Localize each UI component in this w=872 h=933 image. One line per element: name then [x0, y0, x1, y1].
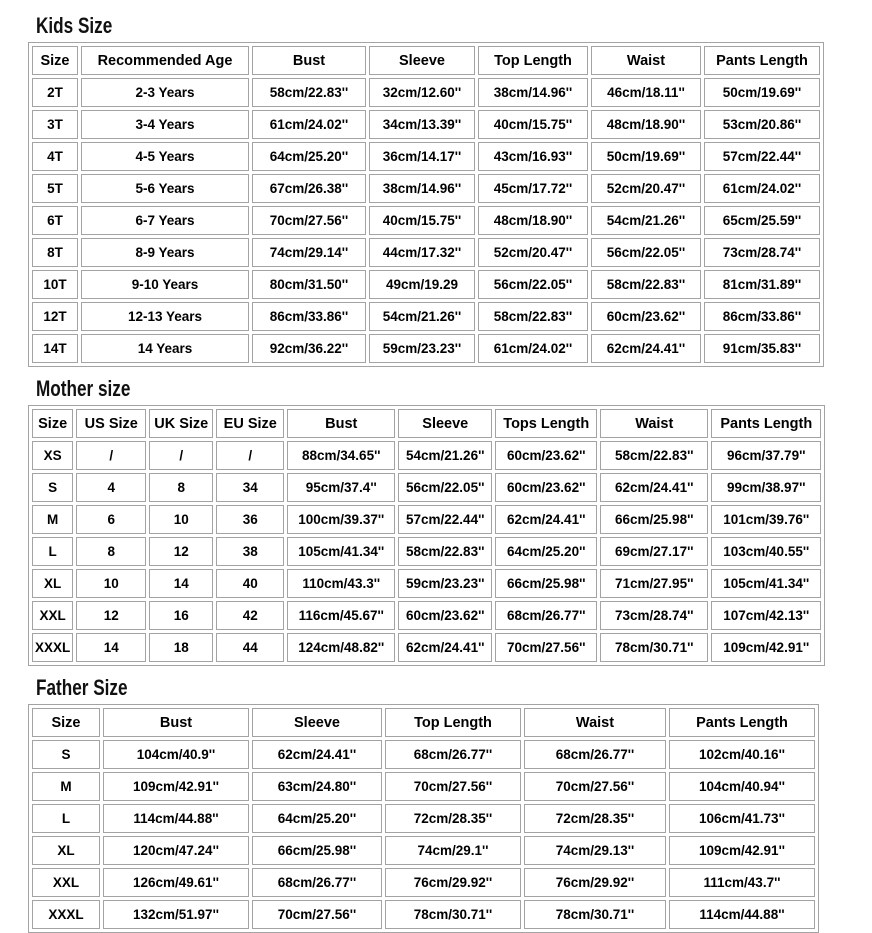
column-header: Top Length: [385, 708, 521, 737]
table-row: [32, 868, 815, 897]
table-cell: 103cm/40.55'': [711, 537, 821, 566]
column-header: UK Size: [149, 409, 213, 438]
table-cell: 66cm/25.98'': [252, 836, 382, 865]
table-cell: 56cm/22.05'': [478, 270, 588, 299]
column-header: Waist: [524, 708, 666, 737]
table-cell: XXL: [32, 601, 73, 630]
table-cell: 70cm/27.56'': [252, 900, 382, 929]
table-cell: 114cm/44.88'': [103, 804, 249, 833]
header-row: [32, 708, 815, 737]
table-cell: 10: [76, 569, 146, 598]
table-cell: 14 Years: [81, 334, 249, 363]
table-row: [32, 633, 821, 662]
table-row: [32, 836, 815, 865]
table-cell: 114cm/44.88'': [669, 900, 815, 929]
table-cell: 48cm/18.90'': [478, 206, 588, 235]
table-cell: 6-7 Years: [81, 206, 249, 235]
table-cell: 70cm/27.56'': [385, 772, 521, 801]
table-cell: 70cm/27.56'': [495, 633, 597, 662]
table-cell: 5-6 Years: [81, 174, 249, 203]
table-row: [32, 601, 821, 630]
table-cell: 58cm/22.83'': [252, 78, 366, 107]
table-row: [32, 569, 821, 598]
table-cell: 107cm/42.13'': [711, 601, 821, 630]
table-row: [32, 900, 815, 929]
kids-size-section: [28, 14, 872, 367]
column-header: Pants Length: [669, 708, 815, 737]
column-header: Recommended Age: [81, 46, 249, 75]
table-cell: 43cm/16.93'': [478, 142, 588, 171]
table-cell: 5T: [32, 174, 78, 203]
column-header: Bust: [103, 708, 249, 737]
table-cell: 78cm/30.71'': [600, 633, 708, 662]
table-row: [32, 473, 821, 502]
table-cell: 69cm/27.17'': [600, 537, 708, 566]
column-header: Tops Length: [495, 409, 597, 438]
table-cell: 64cm/25.20'': [252, 804, 382, 833]
table-cell: 48cm/18.90'': [591, 110, 701, 139]
table-cell: 52cm/20.47'': [478, 238, 588, 267]
table-cell: 124cm/48.82'': [287, 633, 395, 662]
table-cell: 40cm/15.75'': [478, 110, 588, 139]
table-cell: 66cm/25.98'': [495, 569, 597, 598]
table-cell: 54cm/21.26'': [591, 206, 701, 235]
table-cell: 38cm/14.96'': [369, 174, 475, 203]
column-header: Sleeve: [252, 708, 382, 737]
table-cell: 8-9 Years: [81, 238, 249, 267]
table-cell: 76cm/29.92'': [524, 868, 666, 897]
table-cell: 18: [149, 633, 213, 662]
table-cell: 105cm/41.34'': [287, 537, 395, 566]
table-cell: XL: [32, 836, 100, 865]
table-cell: 10T: [32, 270, 78, 299]
table-cell: 50cm/19.69'': [591, 142, 701, 171]
table-cell: 32cm/12.60'': [369, 78, 475, 107]
column-header: US Size: [76, 409, 146, 438]
table-cell: 62cm/24.41'': [495, 505, 597, 534]
table-cell: 88cm/34.65'': [287, 441, 395, 470]
table-cell: 4-5 Years: [81, 142, 249, 171]
table-cell: 62cm/24.41'': [252, 740, 382, 769]
table-cell: 44: [216, 633, 284, 662]
table-cell: 86cm/33.86'': [704, 302, 820, 331]
table-cell: 73cm/28.74'': [600, 601, 708, 630]
table-cell: 9-10 Years: [81, 270, 249, 299]
table-cell: 72cm/28.35'': [385, 804, 521, 833]
table-cell: 81cm/31.89'': [704, 270, 820, 299]
table-cell: 56cm/22.05'': [591, 238, 701, 267]
table-cell: 45cm/17.72'': [478, 174, 588, 203]
table-cell: 95cm/37.4'': [287, 473, 395, 502]
table-cell: 63cm/24.80'': [252, 772, 382, 801]
table-cell: 6T: [32, 206, 78, 235]
table-cell: 58cm/22.83'': [478, 302, 588, 331]
table-cell: 40: [216, 569, 284, 598]
table-cell: 52cm/20.47'': [591, 174, 701, 203]
table-cell: 36: [216, 505, 284, 534]
table-row: [32, 110, 820, 139]
table-cell: 62cm/24.41'': [591, 334, 701, 363]
father-size-section: [28, 676, 872, 933]
column-header: Sleeve: [369, 46, 475, 75]
column-header: Bust: [287, 409, 395, 438]
table-row: [32, 740, 815, 769]
table-cell: 59cm/23.23'': [369, 334, 475, 363]
table-cell: 36cm/14.17'': [369, 142, 475, 171]
table-cell: 120cm/47.24'': [103, 836, 249, 865]
table-row: [32, 174, 820, 203]
table-row: [32, 804, 815, 833]
table-cell: 61cm/24.02'': [704, 174, 820, 203]
table-cell: 132cm/51.97'': [103, 900, 249, 929]
table-cell: 78cm/30.71'': [524, 900, 666, 929]
table-cell: 109cm/42.91'': [103, 772, 249, 801]
table-cell: 58cm/22.83'': [600, 441, 708, 470]
table-cell: 91cm/35.83'': [704, 334, 820, 363]
table-cell: 58cm/22.83'': [398, 537, 492, 566]
table-cell: 110cm/43.3'': [287, 569, 395, 598]
table-cell: 8: [149, 473, 213, 502]
table-cell: L: [32, 804, 100, 833]
table-cell: 109cm/42.91'': [711, 633, 821, 662]
table-cell: 86cm/33.86'': [252, 302, 366, 331]
table-cell: XL: [32, 569, 73, 598]
table-cell: 73cm/28.74'': [704, 238, 820, 267]
mother-size-table: [28, 405, 825, 666]
column-header: Size: [32, 46, 78, 75]
table-cell: 57cm/22.44'': [704, 142, 820, 171]
table-cell: 38cm/14.96'': [478, 78, 588, 107]
table-cell: 109cm/42.91'': [669, 836, 815, 865]
table-cell: 72cm/28.35'': [524, 804, 666, 833]
column-header: Waist: [600, 409, 708, 438]
table-row: [32, 270, 820, 299]
table-cell: 14: [76, 633, 146, 662]
table-cell: 62cm/24.41'': [398, 633, 492, 662]
table-cell: XXL: [32, 868, 100, 897]
table-cell: /: [76, 441, 146, 470]
table-cell: 14T: [32, 334, 78, 363]
table-cell: 59cm/23.23'': [398, 569, 492, 598]
table-cell: 54cm/21.26'': [398, 441, 492, 470]
column-header: Bust: [252, 46, 366, 75]
table-cell: 61cm/24.02'': [478, 334, 588, 363]
table-cell: 54cm/21.26'': [369, 302, 475, 331]
header-row: [32, 409, 821, 438]
table-cell: 14: [149, 569, 213, 598]
table-cell: 46cm/18.11'': [591, 78, 701, 107]
table-cell: 53cm/20.86'': [704, 110, 820, 139]
table-cell: 57cm/22.44'': [398, 505, 492, 534]
table-cell: 60cm/23.62'': [591, 302, 701, 331]
table-cell: 60cm/23.62'': [495, 473, 597, 502]
table-cell: 111cm/43.7'': [669, 868, 815, 897]
table-cell: 61cm/24.02'': [252, 110, 366, 139]
table-cell: 99cm/38.97'': [711, 473, 821, 502]
table-cell: M: [32, 772, 100, 801]
table-row: [32, 537, 821, 566]
table-cell: 56cm/22.05'': [398, 473, 492, 502]
table-cell: 62cm/24.41'': [600, 473, 708, 502]
table-row: [32, 206, 820, 235]
table-cell: 50cm/19.69'': [704, 78, 820, 107]
table-cell: M: [32, 505, 73, 534]
table-cell: 68cm/26.77'': [524, 740, 666, 769]
table-row: [32, 334, 820, 363]
table-cell: 80cm/31.50'': [252, 270, 366, 299]
father-size-table: [28, 704, 819, 933]
table-cell: 96cm/37.79'': [711, 441, 821, 470]
column-header: Size: [32, 409, 73, 438]
table-row: [32, 441, 821, 470]
mother-size-section: [28, 377, 872, 666]
table-cell: 104cm/40.94'': [669, 772, 815, 801]
table-cell: 74cm/29.1'': [385, 836, 521, 865]
table-cell: 2T: [32, 78, 78, 107]
table-cell: 71cm/27.95'': [600, 569, 708, 598]
table-cell: 102cm/40.16'': [669, 740, 815, 769]
column-header: Pants Length: [704, 46, 820, 75]
table-cell: 8T: [32, 238, 78, 267]
table-cell: 12: [76, 601, 146, 630]
column-header: Sleeve: [398, 409, 492, 438]
table-cell: 116cm/45.67'': [287, 601, 395, 630]
table-cell: L: [32, 537, 73, 566]
table-row: [32, 142, 820, 171]
table-cell: 100cm/39.37'': [287, 505, 395, 534]
kids-size-title: Kids Size: [36, 13, 113, 38]
table-cell: 64cm/25.20'': [252, 142, 366, 171]
table-cell: 74cm/29.14'': [252, 238, 366, 267]
table-cell: XXXL: [32, 900, 100, 929]
table-cell: 65cm/25.59'': [704, 206, 820, 235]
table-cell: 106cm/41.73'': [669, 804, 815, 833]
table-cell: 42: [216, 601, 284, 630]
table-cell: 4: [76, 473, 146, 502]
table-cell: 58cm/22.83'': [591, 270, 701, 299]
table-cell: XXXL: [32, 633, 73, 662]
table-cell: 34: [216, 473, 284, 502]
mother-size-title: Mother size: [36, 376, 131, 401]
table-cell: 38: [216, 537, 284, 566]
table-cell: 49cm/19.29: [369, 270, 475, 299]
column-header: Top Length: [478, 46, 588, 75]
father-size-title: Father Size: [36, 675, 128, 700]
table-cell: 70cm/27.56'': [524, 772, 666, 801]
table-cell: 70cm/27.56'': [252, 206, 366, 235]
table-cell: 8: [76, 537, 146, 566]
table-cell: /: [149, 441, 213, 470]
table-cell: 104cm/40.9'': [103, 740, 249, 769]
table-cell: 12: [149, 537, 213, 566]
table-cell: S: [32, 740, 100, 769]
table-cell: 126cm/49.61'': [103, 868, 249, 897]
table-row: [32, 238, 820, 267]
table-cell: 60cm/23.62'': [398, 601, 492, 630]
table-cell: 16: [149, 601, 213, 630]
table-cell: /: [216, 441, 284, 470]
table-cell: 3T: [32, 110, 78, 139]
table-row: [32, 302, 820, 331]
kids-size-table: [28, 42, 824, 367]
table-cell: 68cm/26.77'': [385, 740, 521, 769]
table-cell: 78cm/30.71'': [385, 900, 521, 929]
column-header: Pants Length: [711, 409, 821, 438]
table-cell: 44cm/17.32'': [369, 238, 475, 267]
table-cell: 34cm/13.39'': [369, 110, 475, 139]
table-cell: 76cm/29.92'': [385, 868, 521, 897]
column-header: Waist: [591, 46, 701, 75]
table-cell: 92cm/36.22'': [252, 334, 366, 363]
table-cell: 74cm/29.13'': [524, 836, 666, 865]
table-cell: 64cm/25.20'': [495, 537, 597, 566]
table-cell: S: [32, 473, 73, 502]
table-row: [32, 772, 815, 801]
table-cell: 66cm/25.98'': [600, 505, 708, 534]
table-cell: 68cm/26.77'': [252, 868, 382, 897]
table-cell: 12-13 Years: [81, 302, 249, 331]
table-cell: 2-3 Years: [81, 78, 249, 107]
table-cell: 105cm/41.34'': [711, 569, 821, 598]
table-cell: 12T: [32, 302, 78, 331]
table-cell: 101cm/39.76'': [711, 505, 821, 534]
table-cell: 67cm/26.38'': [252, 174, 366, 203]
column-header: Size: [32, 708, 100, 737]
table-cell: 4T: [32, 142, 78, 171]
table-row: [32, 505, 821, 534]
column-header: EU Size: [216, 409, 284, 438]
table-row: [32, 78, 820, 107]
table-cell: 6: [76, 505, 146, 534]
table-cell: 68cm/26.77'': [495, 601, 597, 630]
table-cell: XS: [32, 441, 73, 470]
header-row: [32, 46, 820, 75]
table-cell: 3-4 Years: [81, 110, 249, 139]
table-cell: 40cm/15.75'': [369, 206, 475, 235]
table-cell: 10: [149, 505, 213, 534]
table-cell: 60cm/23.62'': [495, 441, 597, 470]
